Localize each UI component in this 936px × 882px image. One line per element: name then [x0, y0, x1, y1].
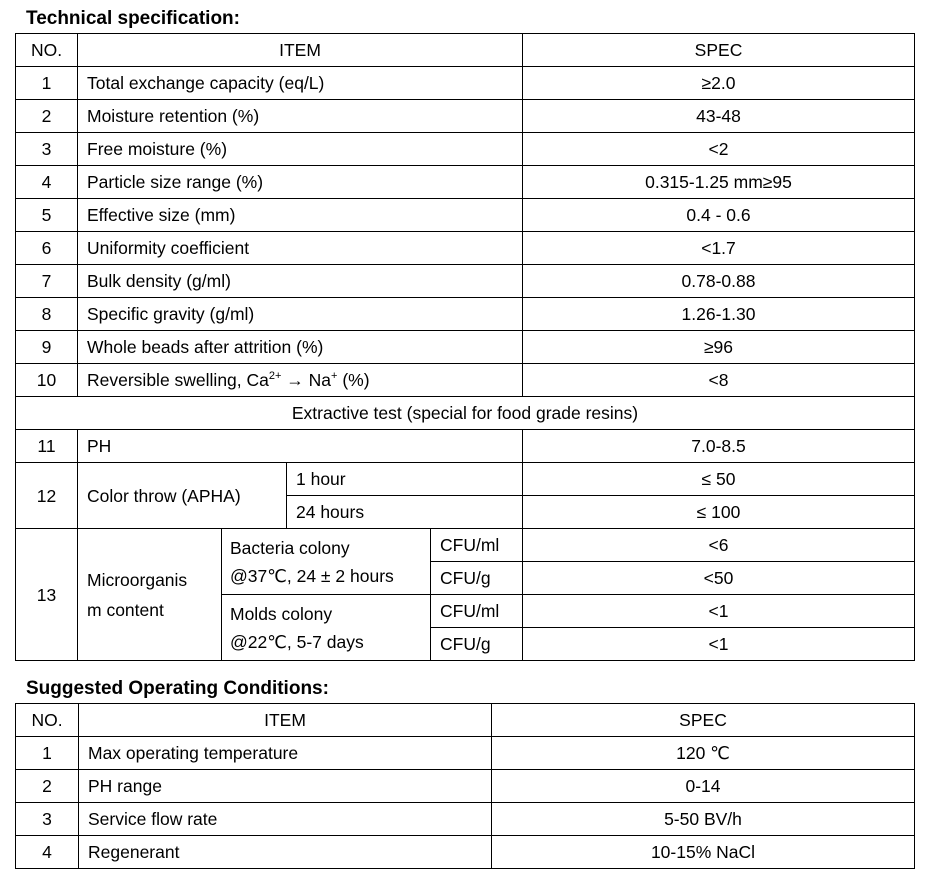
row-spec: 5-50 BV/h — [492, 803, 915, 836]
row-item — [78, 364, 523, 397]
table-header-row — [16, 34, 915, 67]
row-sub-item: 1 hour — [287, 463, 523, 496]
table-row — [16, 298, 915, 331]
row-item: PH — [78, 430, 523, 463]
header-no: NO. — [16, 34, 78, 67]
row-spec: ≤ 50 — [523, 463, 915, 496]
row-item: Color throw (APHA) — [78, 463, 287, 529]
table-row — [16, 803, 915, 836]
row-no: 3 — [16, 803, 79, 836]
unit-cell: CFU/g — [431, 628, 523, 661]
row-item: Free moisture (%) — [78, 133, 523, 166]
row-no: 12 — [16, 463, 78, 529]
table-header-row — [16, 704, 915, 737]
row-item: Regenerant — [79, 836, 492, 869]
table-row — [16, 364, 915, 397]
row-spec: 0.315-1.25 mm≥95 — [523, 166, 915, 199]
row-item: Total exchange capacity (eq/L) — [78, 67, 523, 100]
unit-text: (%) — [337, 370, 370, 390]
row-spec: ≥96 — [523, 331, 915, 364]
row-item: Max operating temperature — [79, 737, 492, 770]
table-row — [16, 199, 915, 232]
row-no: 13 — [16, 529, 78, 661]
row-no: 6 — [16, 232, 78, 265]
molds-cell — [222, 595, 431, 661]
row-item: Bulk density (g/ml) — [78, 265, 523, 298]
row-spec: 0.4 - 0.6 — [523, 199, 915, 232]
table-row — [16, 166, 915, 199]
calcium-charge: 2+ — [268, 370, 282, 383]
table-row — [16, 529, 915, 562]
row-no: 11 — [16, 430, 78, 463]
row-item: Effective size (mm) — [78, 199, 523, 232]
row-no: 4 — [16, 836, 79, 869]
row-item: Particle size range (%) — [78, 166, 523, 199]
row-spec: 10-15% NaCl — [492, 836, 915, 869]
row-spec: ≤ 100 — [523, 496, 915, 529]
row-no: 3 — [16, 133, 78, 166]
row-spec: 7.0-8.5 — [523, 430, 915, 463]
header-item: ITEM — [79, 704, 492, 737]
header-spec: SPEC — [523, 34, 915, 67]
molds-condition: @22℃, 5-7 days — [230, 631, 364, 652]
row-no: 1 — [16, 737, 79, 770]
unit-cell: CFU/g — [431, 562, 523, 595]
bacteria-label: Bacteria colony — [230, 537, 350, 558]
row-spec: <50 — [523, 562, 915, 595]
sodium-charge: + — [331, 370, 338, 383]
row-spec: 0-14 — [492, 770, 915, 803]
extractive-row — [16, 397, 915, 430]
header-spec: SPEC — [492, 704, 915, 737]
row-item: Specific gravity (g/ml) — [78, 298, 523, 331]
row-no: 2 — [16, 100, 78, 133]
table-row — [16, 133, 915, 166]
item-line: m content — [87, 599, 164, 620]
row-no: 10 — [16, 364, 78, 397]
item-line: Microorganis — [87, 569, 188, 590]
row-spec: <1 — [523, 595, 915, 628]
table-row — [16, 770, 915, 803]
row-item: Service flow rate — [79, 803, 492, 836]
table-row — [16, 430, 915, 463]
row-spec: ≥2.0 — [523, 67, 915, 100]
row-spec: 1.26-1.30 — [523, 298, 915, 331]
spec-heading: Technical specification: — [26, 8, 240, 29]
extractive-header: Extractive test (special for food grade resins) — [16, 397, 915, 430]
row-spec: 120 ℃ — [492, 737, 915, 770]
row-spec: <8 — [523, 364, 915, 397]
table-row — [16, 463, 915, 496]
table-row — [16, 836, 915, 869]
molds-label: Molds colony — [230, 603, 333, 624]
row-sub-item: 24 hours — [287, 496, 523, 529]
row-item: Whole beads after attrition (%) — [78, 331, 523, 364]
row-spec: 43-48 — [523, 100, 915, 133]
row-no: 2 — [16, 770, 79, 803]
table-row — [16, 737, 915, 770]
header-no: NO. — [16, 704, 79, 737]
row-no: 4 — [16, 166, 78, 199]
spec-table — [15, 33, 915, 661]
table-row — [16, 331, 915, 364]
table-row — [16, 100, 915, 133]
row-no: 1 — [16, 67, 78, 100]
row-item: PH range — [79, 770, 492, 803]
row-spec: <6 — [523, 529, 915, 562]
row-no: 7 — [16, 265, 78, 298]
row-item — [78, 529, 222, 661]
row-item-text: Reversible swelling, Ca — [87, 370, 269, 390]
header-item: ITEM — [78, 34, 523, 67]
row-spec: 0.78-0.88 — [523, 265, 915, 298]
row-spec: <1.7 — [523, 232, 915, 265]
row-item: Uniformity coefficient — [78, 232, 523, 265]
arrow-text: → Na — [281, 370, 332, 390]
table-row — [16, 67, 915, 100]
unit-cell: CFU/ml — [431, 529, 523, 562]
bacteria-cell — [222, 529, 431, 595]
operating-table — [15, 703, 915, 869]
row-spec: <1 — [523, 628, 915, 661]
row-no: 5 — [16, 199, 78, 232]
row-spec: <2 — [523, 133, 915, 166]
operating-heading: Suggested Operating Conditions: — [26, 678, 329, 699]
table-row — [16, 232, 915, 265]
table-row — [16, 265, 915, 298]
unit-cell: CFU/ml — [431, 595, 523, 628]
row-item: Moisture retention (%) — [78, 100, 523, 133]
row-no: 9 — [16, 331, 78, 364]
row-no: 8 — [16, 298, 78, 331]
bacteria-condition: @37℃, 24 ± 2 hours — [230, 565, 394, 586]
